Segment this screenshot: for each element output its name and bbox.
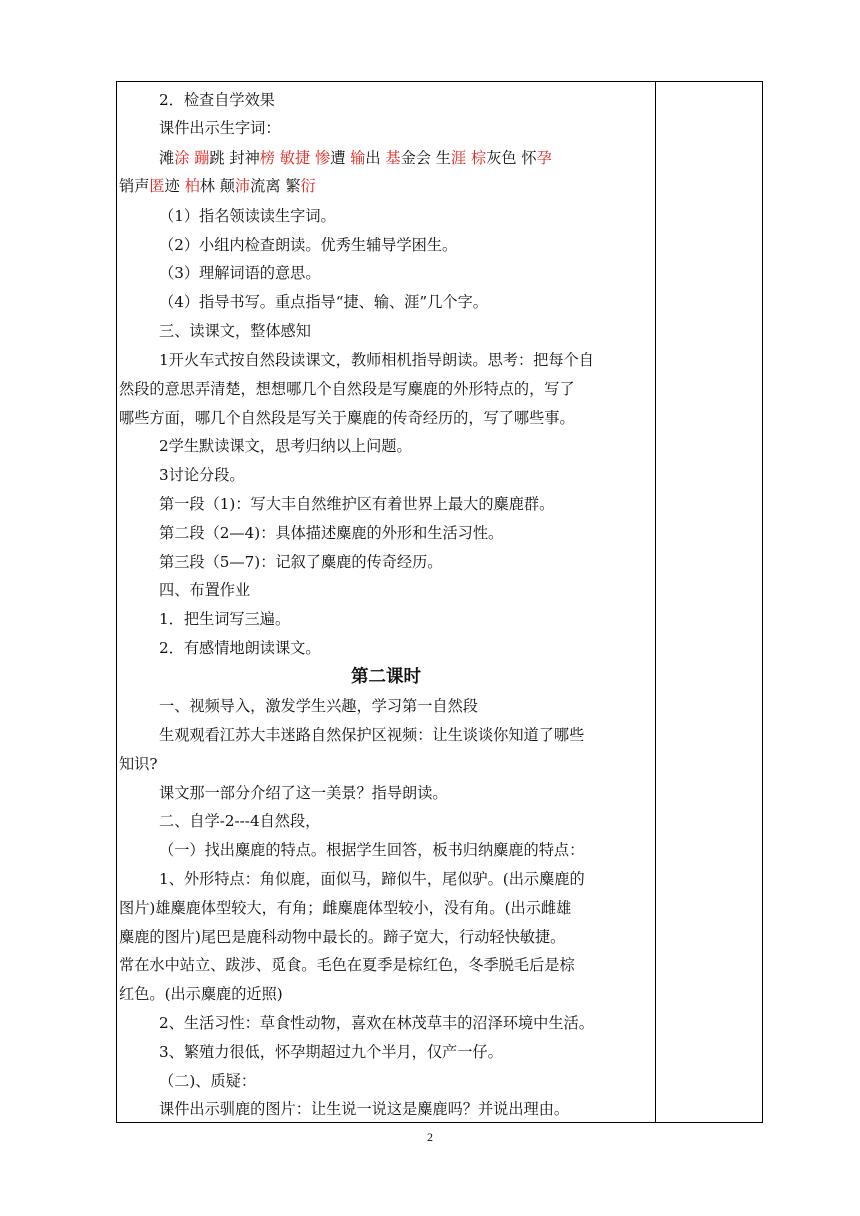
text-line: 3讨论分段。: [159, 466, 245, 484]
text-line: 2．检查自学效果: [159, 91, 275, 109]
vocab-word-highlight: 蹦: [194, 149, 210, 167]
text-line: （2）小组内检查朗读。优秀生辅导学困生。: [159, 236, 458, 254]
text-line: 生观观看江苏大丰迷路自然保护区视频：让生谈谈你知道了哪些: [159, 726, 585, 744]
vocab-word-highlight: 涯: [450, 149, 467, 167]
vocab-word-highlight: 柏: [184, 177, 200, 195]
section-heading: 一、视频导入，激发学生兴趣，学习第一自然段: [159, 697, 478, 715]
vocab-word-highlight: 棕: [471, 149, 487, 167]
vocab-word: 滩: [159, 149, 175, 167]
text-line: 常在水中站立、跋涉、觅食。毛色在夏季是棕红色，冬季脱毛后是棕: [119, 956, 575, 974]
text-line: 第二段（2—4)：具体描述麋鹿的外形和生活习性。: [159, 524, 504, 542]
text-line: 麋鹿的图片)尾巴是鹿科动物中最长的。蹄子宽大，行动轻快敏捷。: [119, 928, 566, 946]
column-divider: [655, 82, 656, 1122]
text-line: 红色。(出示麋鹿的近照): [119, 985, 283, 1003]
vocab-word: 遭: [330, 149, 351, 167]
section-heading: 二、自学-2---4自然段，: [159, 812, 321, 830]
text-line: 2．有感情地朗读课文。: [159, 639, 321, 657]
text-line: 课件出示生字词：: [159, 119, 281, 137]
vocab-word-highlight: 输: [350, 149, 366, 167]
vocab-word-highlight: 衍: [300, 177, 316, 195]
text-line: 1．把生词写三遍。: [159, 610, 291, 628]
text-line: 2学生默读课文，思考归纳以上问题。: [159, 437, 412, 455]
lesson-plan-table: [116, 81, 763, 1123]
vocab-word: 封神: [224, 149, 260, 167]
text-line: 课件出示驯鹿的图片：让生说一说这是麋鹿吗？并说出理由。: [159, 1100, 570, 1118]
text-line: （4）指导书写。重点指导“捷、输、涯”几个字。: [159, 293, 488, 311]
vocab-word: 流离 繁: [250, 177, 301, 195]
vocab-word: 跳: [209, 149, 225, 167]
vocab-word-highlight: 匿: [149, 177, 165, 195]
text-line: （1）指名领读读生字词。: [159, 207, 336, 225]
text-line: 知识?: [119, 755, 158, 773]
vocab-word: 出: [365, 149, 386, 167]
vocab-word-highlight: 沛: [234, 177, 251, 195]
vocab-word: 林 颠: [199, 177, 235, 195]
text-line: 1开火车式按自然段读课文，教师相机指导朗读。思考：把每个自: [159, 351, 594, 369]
vocab-word-highlight: 敏捷: [279, 149, 311, 167]
text-line: （二)、质疑：: [159, 1072, 257, 1090]
text-line: 1、外形特点：角似鹿，面似马，蹄似牛，尾似驴。(出示麋鹿的: [159, 870, 585, 888]
page-number: 2: [427, 1130, 433, 1144]
text-line: 第一段（1)：写大丰自然维护区有着世界上最大的麋鹿群。: [159, 495, 555, 513]
vocab-word: 金会 生: [400, 149, 451, 167]
text-line: 图片)雄麋鹿体型较大，有角；雌麋鹿体型较小，没有角。(出示雌雄: [119, 899, 572, 917]
vocab-word-highlight: 孕: [536, 149, 552, 167]
section-heading: 四、布置作业: [159, 581, 251, 599]
vocab-word: 迹: [164, 177, 185, 195]
text-line: 然段的意思弄清楚，想想哪几个自然段是写麋鹿的外形特点的，写了: [119, 380, 575, 398]
text-line: 第三段（5—7)：记叙了麋鹿的传奇经历。: [159, 553, 443, 571]
text-line: 课文那一部分介绍了这一美景？指导朗读。: [159, 784, 448, 802]
vocab-line: [119, 176, 316, 196]
vocab-word: 灰色 怀: [486, 149, 537, 167]
text-line: 哪些方面，哪几个自然段是写关于麋鹿的传奇经历的，写了哪些事。: [119, 409, 575, 427]
text-line: 2、生活习性：草食性动物，喜欢在林茂草丰的沼泽环境中生活。: [159, 1014, 594, 1032]
lesson-heading: 第二课时: [351, 667, 421, 687]
section-heading: 三、读课文，整体感知: [159, 322, 311, 340]
vocab-word-highlight: 涂: [174, 149, 190, 167]
vocab-word-highlight: 惨: [315, 149, 331, 167]
vocab-line: [159, 148, 552, 168]
text-line: （3）理解词语的意思。: [159, 264, 321, 282]
vocab-word: 销声: [119, 177, 150, 195]
text-line: （一）找出麋鹿的特点。根据学生回答，板书归纳麋鹿的特点：: [159, 841, 585, 859]
text-line: 3、繁殖力很低，怀孕期超过九个半月，仅产一仔。: [159, 1043, 503, 1061]
vocab-word-highlight: 榜: [259, 149, 275, 167]
vocab-word-highlight: 基: [385, 149, 401, 167]
